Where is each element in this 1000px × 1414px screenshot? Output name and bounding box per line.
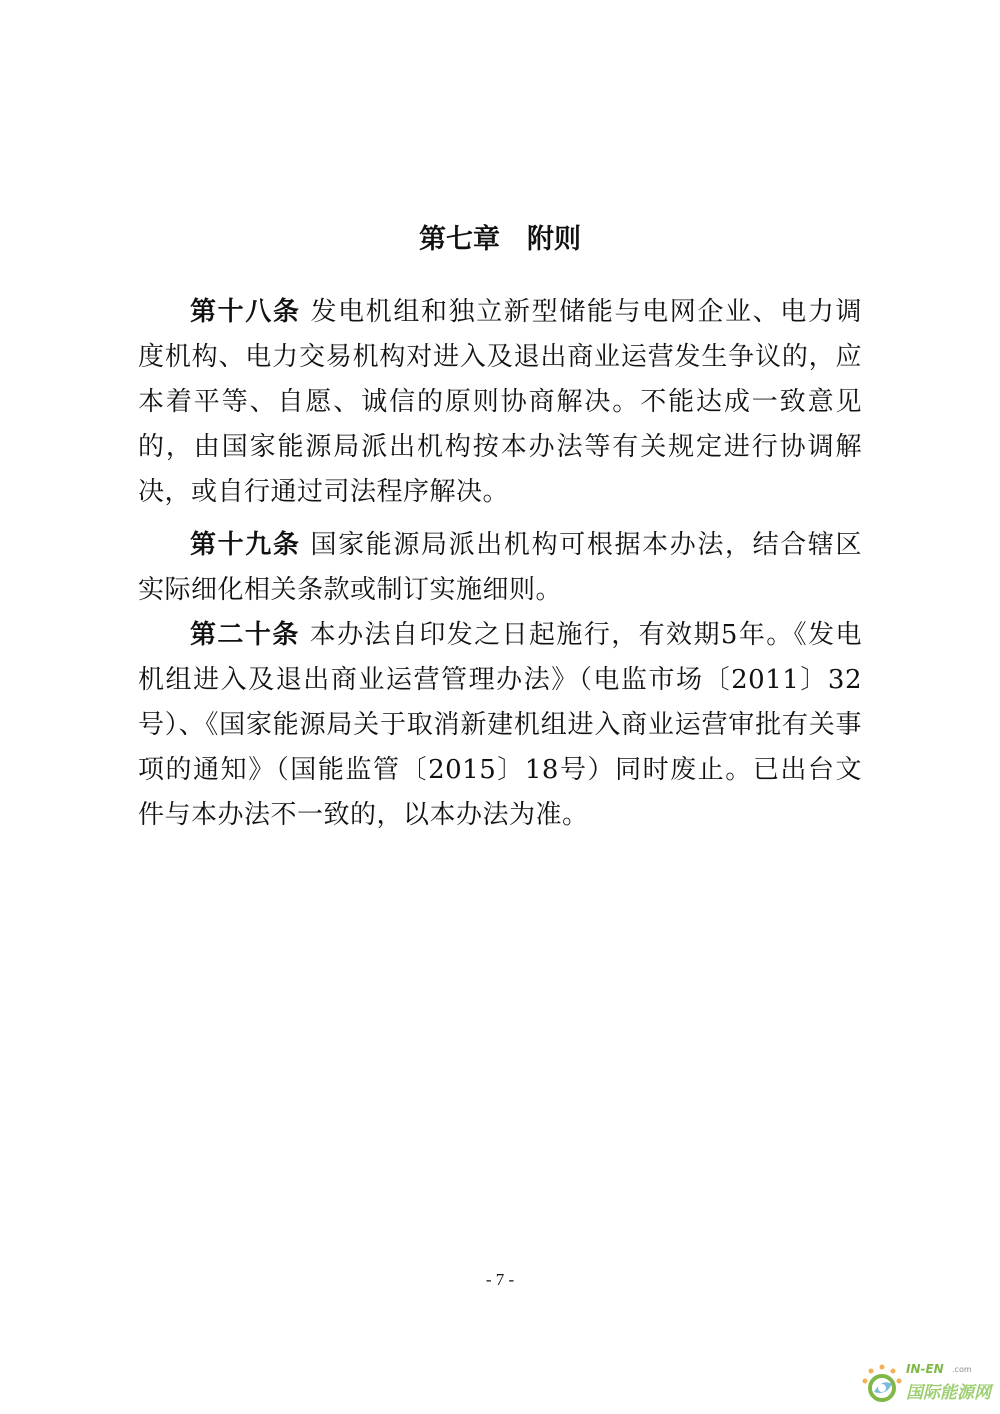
article-text: 国家能源局派出机构可根据本办法，结合辖区实际细化相关条款或制订实施细则。 xyxy=(138,530,862,605)
watermark-logo xyxy=(860,1360,996,1410)
sun-leaf-icon xyxy=(860,1362,904,1406)
article-19 xyxy=(138,523,862,613)
watermark-en: IN-EN xyxy=(906,1362,944,1376)
watermark-cn: 国际能源网 xyxy=(906,1383,991,1403)
article-text: 发电机组和独立新型储能与电网企业、电力调度机构、电力交易机构对进入及退出商业运营发生争议的，应本着平等、自愿、诚信的原则协商解决。不能达成一致意见的，由国家能源局派出机构按本办法等有关规定进行协调解决，或自行通过司法程序解决。 xyxy=(138,297,862,507)
article-label: 第十九条 xyxy=(190,530,301,560)
article-18 xyxy=(138,290,862,515)
article-20 xyxy=(138,613,862,838)
article-label: 第二十条 xyxy=(190,620,300,650)
page-number: - 7 - xyxy=(485,1270,515,1289)
watermark-com: .com xyxy=(952,1365,972,1374)
article-label: 第十八条 xyxy=(190,297,301,327)
chapter-title: 第七章 附则 xyxy=(419,224,581,255)
article-text: 本办法自印发之日起施行，有效期5年。《发电机组进入及退出商业运营管理办法》（电监市场〔2011〕32号）、《国家能源局关于取消新建机组进入商业运营审批有关事项的通知》（国能监管〔2015〕18号）同时废止。已出台文件与本办法不一致的，以本办法为准。 xyxy=(138,620,862,830)
